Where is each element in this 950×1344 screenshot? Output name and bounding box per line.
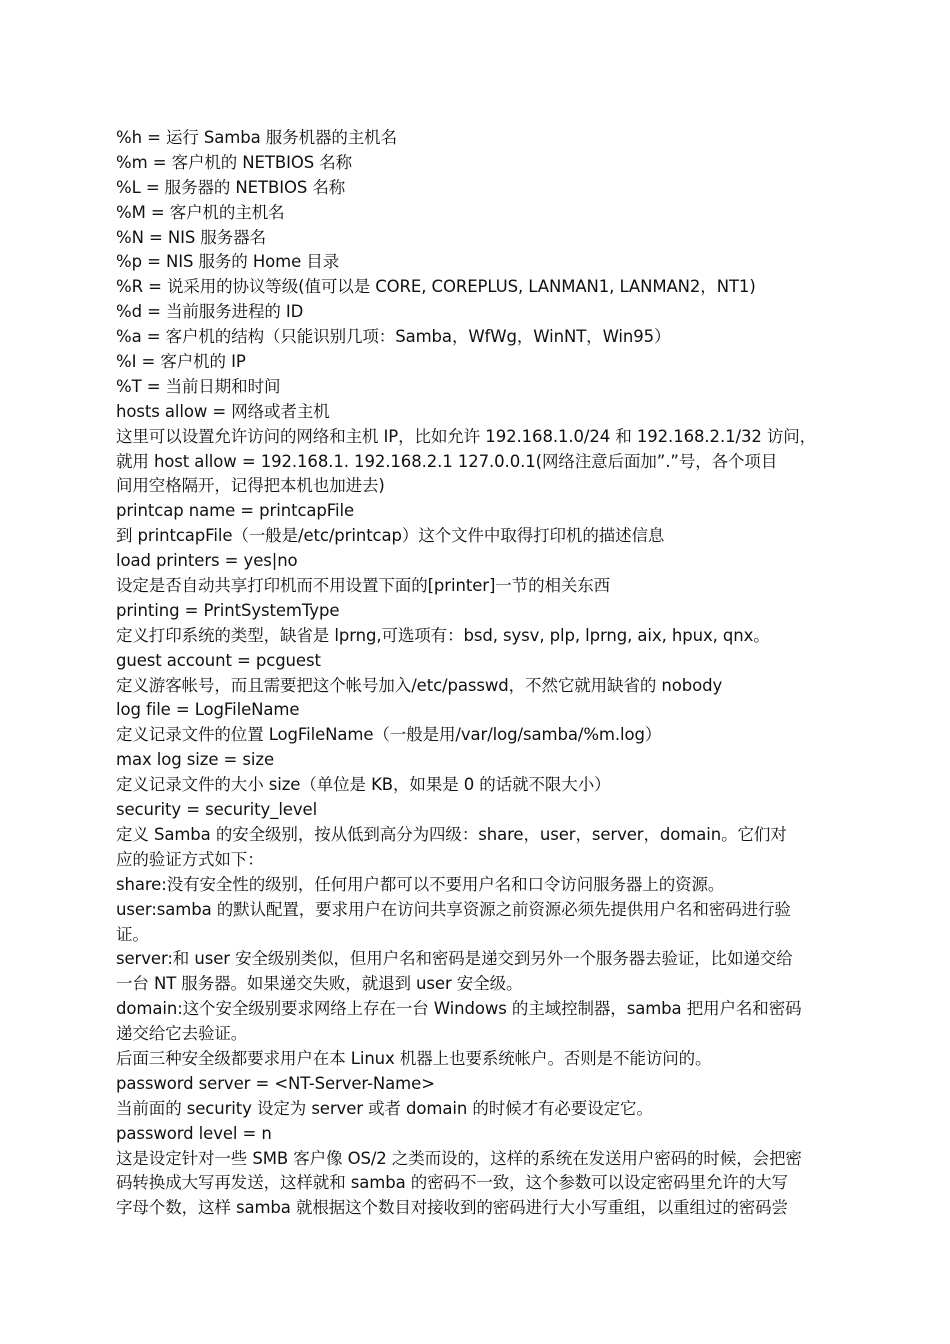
text-line: domain:这个安全级别要求网络上存在一台 Windows 的主域控制器，samba 把用户名和密码	[116, 999, 802, 1019]
text-line: 应的验证方式如下：	[116, 849, 264, 869]
text-line: 字母个数，这样 samba 就根据这个数目对接收到的密码进行大小写重组，以重组过的密码尝	[116, 1198, 788, 1218]
text-line: printing = PrintSystemType	[116, 600, 340, 620]
text-line: %p = NIS 服务的 Home 目录	[116, 252, 340, 272]
text-line: %T = 当前日期和时间	[116, 376, 281, 396]
text-line: 码转换成大写再发送，这样就和 samba 的密码不一致，这个参数可以设定密码里允许的大写	[116, 1173, 788, 1193]
text-line: password level = n	[116, 1123, 272, 1143]
text-line: %m = 客户机的 NETBIOS 名称	[116, 152, 353, 172]
text-line: 设定是否自动共享打印机而不用设置下面的[printer]一节的相关东西	[116, 576, 611, 596]
text-line: 这里可以设置允许访问的网络和主机 IP，比如允许 192.168.1.0/24 和 192.168.2.1/32 访问，	[116, 426, 817, 446]
text-line: %d = 当前服务进程的 ID	[116, 302, 304, 322]
text-line: 定义记录文件的大小 size（单位是 KB，如果是 0 的话就不限大小）	[116, 775, 611, 795]
text-line: share:没有安全性的级别，任何用户都可以不要用户名和口令访问服务器上的资源。	[116, 874, 725, 894]
text-line: 定义 Samba 的安全级别，按从低到高分为四级：share，user，server，domain。它们对	[116, 824, 787, 844]
text-line: security = security_level	[116, 800, 318, 820]
text-line: hosts allow = 网络或者主机	[116, 401, 330, 421]
text-line: %h = 运行 Samba 服务机器的主机名	[116, 128, 397, 147]
text-line: 到 printcapFile（一般是/etc/printcap）这个文件中取得打印机的描述信息	[116, 526, 665, 546]
text-line: %N = NIS 服务器名	[116, 227, 266, 247]
text-line: guest account = pcguest	[116, 650, 321, 670]
text-line: 间用空格隔开，记得把本机也加进去)	[116, 476, 385, 496]
text-line: 当前面的 security 设定为 server 或者 domain 的时候才有必要设定它。	[116, 1098, 653, 1118]
document-body	[116, 126, 858, 1221]
text-line: %M = 客户机的主机名	[116, 202, 285, 222]
text-line: load printers = yes|no	[116, 551, 298, 571]
text-line: %I = 客户机的 IP	[116, 352, 246, 372]
text-line: 定义打印系统的类型，缺省是 lprng,可选项有：bsd, sysv, plp, lprng, aix, hpux, qnx。	[116, 625, 770, 645]
text-line: log file = LogFileName	[116, 700, 300, 720]
text-line: 定义记录文件的位置 LogFileName（一般是用/var/log/samba/%m.log）	[116, 725, 662, 745]
text-line: 证。	[116, 924, 149, 944]
text-line: 这是设定针对一些 SMB 客户像 OS/2 之类而设的，这样的系统在发送用户密码的时候，会把密	[116, 1148, 802, 1168]
text-line: server:和 user 安全级别类似，但用户名和密码是递交到另外一个服务器去验证，比如递交给	[116, 949, 793, 969]
text-line: printcap name = printcapFile	[116, 501, 355, 521]
text-line: 一台 NT 服务器。如果递交失败，就退到 user 安全级。	[116, 974, 523, 994]
text-line: 就用 host allow = 192.168.1. 192.168.2.1 127.0.0.1(网络注意后面加”.”号，各个项目	[116, 451, 778, 471]
text-line: %L = 服务器的 NETBIOS 名称	[116, 177, 346, 197]
text-line: %a = 客户机的结构（只能识别几项：Samba，WfWg，WinNT，Win95）	[116, 327, 671, 347]
text-line: max log size = size	[116, 750, 274, 770]
text-line: %R = 说采用的协议等级(值可以是 CORE, COREPLUS, LANMAN1, LANMAN2，NT1)	[116, 277, 756, 297]
text-line: 后面三种安全级都要求用户在本 Linux 机器上也要系统帐户。否则是不能访问的。	[116, 1048, 712, 1068]
text-line: user:samba 的默认配置，要求用户在访问共享资源之前资源必须先提供用户名和密码进行验	[116, 899, 791, 919]
text-line: 递交给它去验证。	[116, 1024, 248, 1044]
text-line: password server = <NT-Server-Name>	[116, 1073, 435, 1093]
text-line: 定义游客帐号，而且需要把这个帐号加入/etc/passwd，不然它就用缺省的 nobody	[116, 675, 723, 695]
